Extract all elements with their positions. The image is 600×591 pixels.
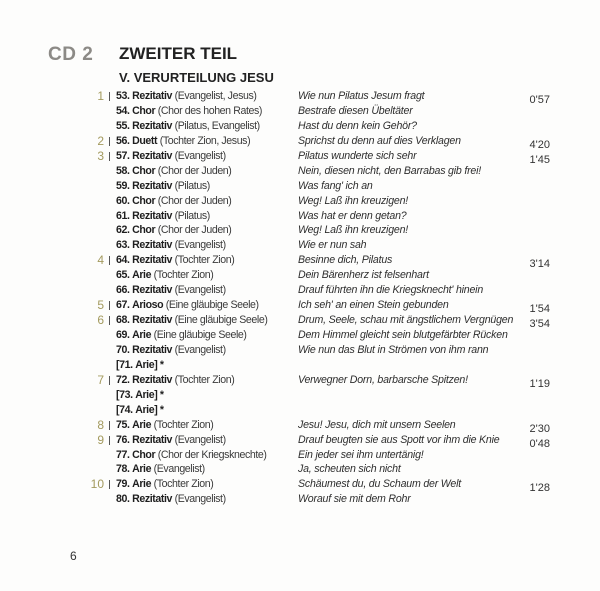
track-duration: 0'57 (529, 94, 550, 106)
piece-roles: (Pilatus, Evangelist) (174, 119, 260, 132)
piece-type: Rezitativ (132, 119, 173, 132)
piece-roles: (Pilatus) (174, 209, 210, 222)
track-number: 10 (90, 477, 104, 492)
lyric-incipit: Ich seh' an einen Stein gebunden (298, 299, 449, 312)
piece-number: 80. (116, 493, 130, 506)
lyric-incipit: Wie nun Pilatus Jesum fragt (298, 90, 425, 102)
lyric-incipit: Nein, diesen nicht, den Barrabas gib frei! (298, 164, 481, 177)
piece-title (116, 149, 226, 164)
piece-title (116, 313, 268, 328)
track-number: 1 (97, 89, 104, 103)
piece-title (116, 477, 213, 492)
track-row (0, 268, 600, 283)
piece-title (116, 283, 226, 298)
piece-type: Rezitativ (132, 373, 173, 386)
lyric-incipit: Wie nun das Blut in Strömen von ihm rann (298, 343, 489, 356)
piece-type: Arie (132, 269, 152, 282)
piece-roles: (Chor der Juden) (157, 224, 232, 237)
lyric-incipit: Ein jeder sei ihm untertänig! (298, 448, 424, 461)
piece-type: Rezitativ (132, 254, 173, 267)
track-duration: 1'54 (529, 303, 550, 316)
track-row (0, 179, 600, 194)
lyric-incipit: Besinne dich, Pilatus (298, 254, 393, 267)
piece-number: 53. (116, 90, 130, 102)
piece-roles: (Tochter Zion) (174, 254, 235, 267)
track-duration: 0'48 (529, 437, 550, 450)
track-row (0, 403, 600, 418)
piece-title (116, 89, 257, 104)
piece-title (116, 134, 250, 149)
piece-number: 79. (116, 478, 130, 491)
piece-number: 57. (116, 149, 130, 162)
track-number: 8 (97, 417, 104, 432)
piece-roles: (Chor der Juden) (157, 164, 232, 177)
piece-number: 68. (116, 314, 130, 327)
piece-number: 58. (116, 164, 130, 177)
piece-type: Rezitativ (132, 239, 173, 252)
lyric-incipit: Sprichst du denn auf dies Verklagen (298, 134, 461, 147)
piece-roles: (Tochter Zion, Jesus) (159, 134, 251, 147)
track-duration: 1'28 (529, 482, 550, 495)
track-row (0, 209, 600, 224)
track-row (0, 343, 600, 358)
piece-title (116, 448, 267, 463)
section-title: V. VERURTEILUNG JESU (119, 70, 274, 85)
piece-type: Arie (132, 478, 152, 491)
piece-title (116, 418, 213, 433)
lyric-incipit: Dein Bärenherz ist felsenhart (298, 269, 429, 282)
lyric-incipit: Schäumest du, du Schaum der Welt (298, 478, 461, 491)
piece-title (116, 119, 260, 134)
piece-number: 63. (116, 239, 130, 252)
piece-number: 65. (116, 269, 130, 282)
piece-number: 64. (116, 254, 130, 267)
track-row (0, 149, 600, 164)
lyric-incipit: Verwegner Dorn, barbarsche Spitzen! (298, 373, 468, 386)
track-duration: 2'30 (529, 422, 550, 435)
track-row (0, 388, 600, 403)
piece-roles: (Eine gläubige Seele) (153, 329, 247, 341)
piece-roles: (Evangelist) (174, 239, 226, 252)
piece-type: Duett (132, 134, 158, 147)
lyric-incipit: Worauf sie mit dem Rohr (298, 493, 411, 506)
piece-roles: (Evangelist) (174, 284, 226, 297)
track-row (0, 283, 600, 298)
track-row (0, 238, 600, 253)
piece-number: [71. (116, 358, 133, 371)
track-row (0, 328, 600, 343)
piece-number: 59. (116, 179, 130, 192)
lyric-incipit: Was fang' ich an (298, 179, 373, 192)
piece-type: Chor (132, 448, 156, 461)
piece-number: 67. (116, 299, 130, 312)
page-number: 6 (70, 549, 77, 563)
piece-title (116, 223, 231, 238)
piece-roles: (Chor des hohen Rates) (157, 104, 263, 117)
track-divider (109, 137, 110, 146)
cd-label: CD 2 (48, 44, 94, 65)
lyric-incipit: Drauf beugten sie aus Spott vor ihm die Knie (298, 433, 500, 446)
track-row (0, 89, 600, 104)
piece-type: Chor (132, 224, 156, 237)
piece-number: 60. (116, 194, 130, 207)
piece-type: Chor (132, 194, 156, 207)
piece-roles: (Eine gläubige Seele) (174, 314, 268, 327)
piece-title (116, 179, 210, 194)
piece-type: Rezitativ (132, 343, 173, 356)
piece-number: 76. (116, 433, 130, 446)
piece-type: Rezitativ (132, 209, 173, 222)
track-number: 9 (97, 432, 104, 447)
track-row (0, 477, 600, 495)
piece-title (116, 462, 205, 477)
lyric-incipit: Weg! Laß ihn kreuzigen! (298, 194, 409, 207)
piece-title (116, 298, 259, 313)
track-row (0, 358, 600, 373)
track-row (0, 373, 600, 388)
track-duration: 4'20 (529, 138, 550, 151)
piece-type: Rezitativ (132, 314, 173, 327)
track-number: 7 (97, 372, 104, 387)
part-title: ZWEITER TEIL (119, 44, 238, 63)
piece-type: Chor (132, 104, 156, 117)
piece-title (116, 209, 210, 224)
track-divider (109, 256, 110, 265)
track-divider (109, 436, 110, 445)
track-list (0, 89, 600, 507)
piece-title (116, 238, 226, 253)
track-duration: 3'54 (529, 318, 550, 331)
piece-roles: (Evangelist, Jesus) (174, 90, 257, 102)
piece-roles: (Tochter Zion) (153, 418, 214, 431)
track-row (0, 298, 600, 316)
track-row (0, 164, 600, 179)
track-divider (109, 421, 110, 430)
piece-roles: (Pilatus) (174, 179, 210, 192)
piece-number: 66. (116, 284, 130, 297)
piece-roles: (Evangelist) (153, 463, 205, 476)
track-number: 3 (97, 148, 104, 163)
piece-roles: (Chor der Kriegsknechte) (157, 448, 267, 461)
track-divider (109, 92, 110, 101)
track-divider (109, 480, 110, 489)
track-row (0, 462, 600, 477)
track-row (0, 223, 600, 238)
piece-type: Rezitativ (132, 179, 173, 192)
track-number: 5 (97, 298, 104, 313)
piece-roles: (Tochter Zion) (153, 478, 214, 491)
track-duration: 1'19 (529, 377, 550, 390)
piece-type: Arie (132, 418, 152, 431)
piece-title (116, 492, 226, 507)
lyric-incipit: Was hat er denn getan? (298, 209, 407, 222)
lyric-incipit: Drum, Seele, schau mit ängstlichem Vergnügen (298, 314, 514, 327)
piece-number: 69. (116, 329, 130, 341)
piece-number: 78. (116, 463, 130, 476)
piece-number: 70. (116, 343, 130, 356)
piece-title (116, 358, 164, 373)
track-row (0, 104, 600, 119)
track-row (0, 194, 600, 209)
piece-type: Arie] * (135, 403, 164, 416)
piece-type: Arie] * (135, 358, 164, 371)
track-row (0, 134, 600, 149)
piece-roles: (Evangelist) (174, 343, 226, 356)
track-row (0, 492, 600, 507)
piece-number: 75. (116, 418, 130, 431)
piece-number: 77. (116, 448, 130, 461)
piece-title (116, 343, 226, 358)
piece-type: Rezitativ (132, 433, 173, 446)
lyric-incipit: Jesu! Jesu, dich mit unsern Seelen (298, 418, 456, 431)
piece-number: [73. (116, 388, 133, 401)
track-divider (109, 376, 110, 385)
lyric-incipit: Bestrafe diesen Übeltäter (298, 104, 413, 117)
track-row (0, 448, 600, 463)
piece-title (116, 164, 231, 179)
piece-roles: (Evangelist) (174, 149, 226, 162)
lyric-incipit: Ja, scheuten sich nicht (298, 463, 401, 476)
piece-title (116, 104, 262, 119)
piece-number: [74. (116, 403, 133, 416)
piece-type: Arie (132, 463, 152, 476)
piece-roles: (Evangelist) (174, 433, 226, 446)
piece-type: Rezitativ (132, 284, 173, 297)
track-number: 6 (97, 313, 104, 328)
track-divider (109, 301, 110, 310)
piece-type: Arie (132, 329, 152, 341)
piece-roles: (Evangelist) (174, 493, 226, 506)
track-row (0, 253, 600, 271)
piece-number: 72. (116, 373, 130, 386)
track-divider (109, 152, 110, 161)
piece-roles: (Chor der Juden) (157, 194, 232, 207)
piece-title (116, 194, 231, 209)
track-row (0, 313, 600, 331)
track-row (0, 433, 600, 448)
lyric-incipit: Pilatus wunderte sich sehr (298, 149, 417, 162)
piece-roles: (Tochter Zion) (153, 269, 214, 282)
piece-number: 56. (116, 134, 130, 147)
piece-type: Rezitativ (132, 90, 173, 102)
piece-type: Arioso (132, 299, 164, 312)
piece-number: 54. (116, 104, 130, 117)
track-row (0, 119, 600, 134)
piece-roles: (Tochter Zion) (174, 373, 235, 386)
piece-title (116, 403, 164, 418)
piece-title (116, 433, 226, 448)
track-number: 2 (97, 133, 104, 148)
piece-type: Arie] * (135, 388, 164, 401)
piece-type: Rezitativ (132, 493, 173, 506)
piece-number: 55. (116, 119, 130, 132)
track-duration: 3'14 (529, 258, 550, 271)
piece-title (116, 268, 213, 283)
piece-title (116, 328, 247, 343)
track-number: 4 (97, 253, 104, 268)
track-duration: 1'45 (529, 153, 550, 166)
track-divider (109, 316, 110, 325)
piece-type: Chor (132, 164, 156, 177)
lyric-incipit: Drauf führten ihn die Kriegsknecht' hinein (298, 284, 484, 297)
piece-roles: (Eine gläubige Seele) (165, 299, 259, 312)
piece-title (116, 373, 234, 388)
piece-number: 62. (116, 224, 130, 237)
track-row (0, 418, 600, 433)
piece-title (116, 388, 164, 403)
lyric-incipit: Weg! Laß ihn kreuzigen! (298, 224, 409, 237)
lyric-incipit: Wie er nun sah (298, 239, 367, 252)
piece-type: Rezitativ (132, 149, 173, 162)
lyric-incipit: Dem Himmel gleicht sein blutgefärbter Rücken (298, 329, 508, 341)
piece-title (116, 253, 234, 268)
lyric-incipit: Hast du denn kein Gehör? (298, 119, 417, 132)
piece-number: 61. (116, 209, 130, 222)
